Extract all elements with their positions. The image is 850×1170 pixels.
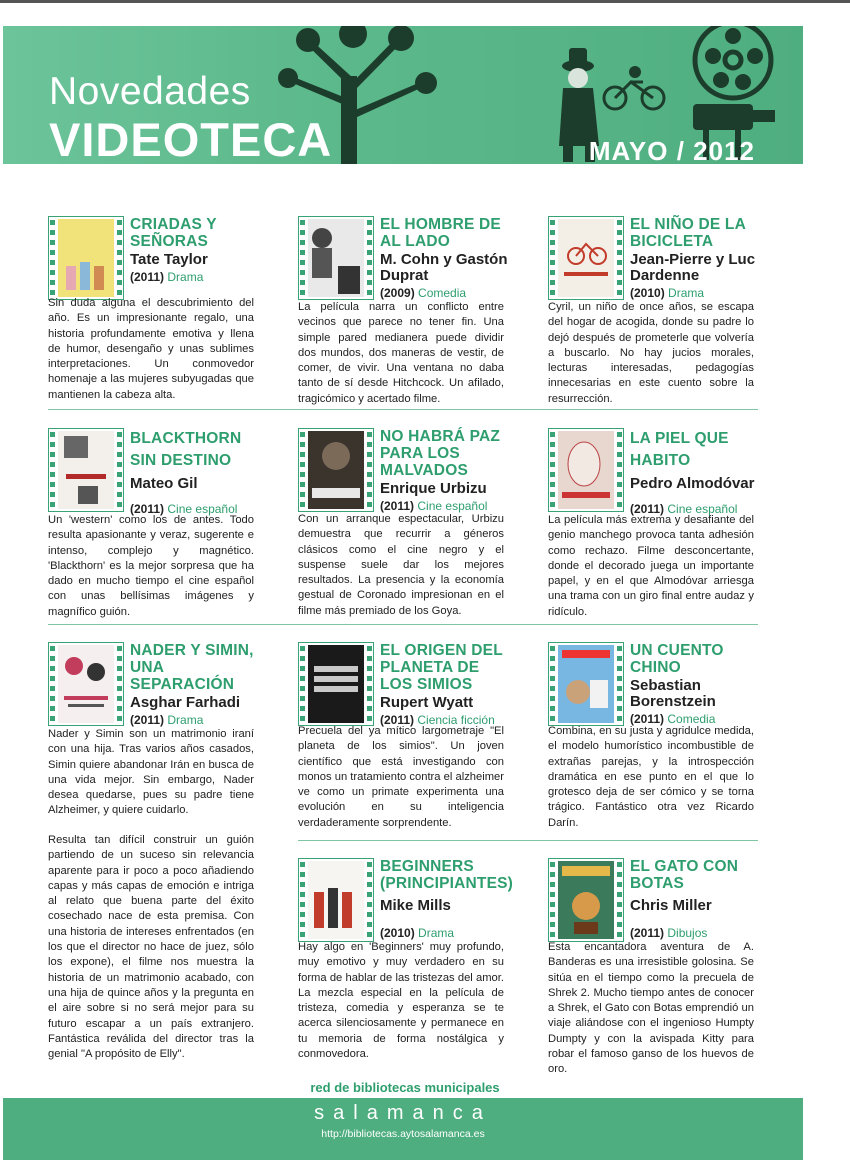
movie-director: Enrique Urbizu bbox=[380, 480, 487, 497]
page-edge bbox=[0, 0, 850, 3]
row-divider bbox=[298, 840, 758, 841]
film-strip-poster bbox=[48, 428, 124, 512]
movie-title: NADER Y SIMIN, UNA SEPARACIÓN bbox=[130, 642, 254, 693]
movie-description: Precuela del ya mítico largometraje "El planeta de los simios". Un joven científico que está investigando con monos un tratamiento contra el alzheimer ve como un primate experimenta una evolución en su inteligencia verdaderamente sorprendente. bbox=[298, 725, 504, 829]
movie-description: Sin duda alguna el descubrimiento del año. Es un impresionante regalo, una historia profundamente emotiva y llena de humor, desengaño y unas sublimes interpretaciones. Un conmovedor homenaje a las mujeres subyugadas que mantienen la cabeza alta. bbox=[48, 297, 254, 401]
movie-year: (2010) bbox=[380, 926, 415, 940]
film-strip-poster bbox=[298, 642, 374, 726]
movie-genre: Cine español bbox=[417, 499, 488, 513]
movie-genre: Cine español bbox=[167, 502, 238, 516]
movie-director: Rupert Wyatt bbox=[380, 694, 474, 711]
movie-year: (2011) bbox=[630, 926, 665, 940]
movie-year: (2011) bbox=[380, 499, 415, 513]
movie-description: La película narra un conflicto entre vecinos que parece no tener fin. Una simple pared medianera puede dividir dos mundos, dos maneras de vestir, de comer, de vivir. Una ventana no daba tanto de sí desde Hitchcock. Un afilado, tragicómico y acertado filme. bbox=[298, 301, 504, 405]
movie-year: (2011) bbox=[130, 713, 165, 727]
movie-title: BEGINNERS (PRINCIPIANTES) bbox=[380, 858, 514, 892]
movie-title: EL GATO CON BOTAS bbox=[630, 858, 739, 892]
movie-description: Con un arranque espectacular, Urbizu demuestra que recurrir a géneros clásicos como el cine negro y el suspense suele dar los mejores resultados. La presencia y la economía gestual de Coronado impresionan en el filme más premiado de los Goya. bbox=[298, 513, 504, 617]
movie-director: Asghar Farhadi bbox=[130, 694, 241, 711]
film-strip-poster bbox=[48, 216, 124, 300]
movie-description: La película más extrema y desafiante del genio manchego provoca tanta adhesión como rechazo. Filme desconcertante, donde el decorado juega un importante papel, y en el que Almodóvar arriesga una trama con un giro final entre audaz y ridículo. bbox=[548, 514, 754, 618]
movie-genre: Ciencia ficción bbox=[417, 713, 495, 727]
film-strip-poster bbox=[548, 216, 624, 300]
movie-director: Tate Taylor bbox=[130, 251, 208, 268]
movie-description: Combina, en su justa y agridulce medida, el modelo humorístico incombustible de extrañas parejas, y la introspección dramática en ese punto en el que lo grotesco deja de ser cómico y se torna trágico. Fantástico otra vez Ricardo Darín. bbox=[548, 725, 754, 829]
movie-description: Un 'western' como los de antes. Todo resulta apasionante y veraz, sugerente e intenso, complejo y magnético. 'Blackthorn' es la mejor sorpresa que ha dado en mucho tiempo el cine español con unas bellísimas imágenes y magnífico guión. bbox=[48, 514, 254, 618]
library-network: red de bibliotecas municipales bbox=[310, 1080, 500, 1095]
movie-director: Mateo Gil bbox=[130, 475, 198, 492]
movie-director: Chris Miller bbox=[630, 897, 712, 914]
movie-genre: Drama bbox=[418, 926, 455, 940]
movie-description: Cyril, un niño de once años, se escapa del hogar de acogida, donde su padre lo dejó después de prometerle que volvería a buscarlo. No hay jucios morales, lecturas interesadas, pedagogías innecesarias en este cuento sobre la resurrección. bbox=[548, 301, 754, 405]
row-divider bbox=[48, 624, 758, 625]
movie-year: (2011) bbox=[630, 502, 665, 516]
movie-genre: Comedia bbox=[667, 712, 716, 726]
movie-year: (2011) bbox=[630, 712, 665, 726]
movie-title: UN CUENTO CHINO bbox=[630, 642, 724, 676]
movie-description-continued: Resulta tan difícil construir un guión partiendo de un suceso sin relevancia aparente para ir poco a poco añadiendo capas y más capas de emoción e intriga al relato que buena parte del éxito cosechado nace de esta premisa. Con una historia de intereses enfrentados (en los que el director no hace de juez, sólo los expone), el filme nos muestra la historia de un matrimonio acabado, con una hija de quince años y la pregunta en el aire sobre si no será mejor para su futuro escapar a un país extranjero. Fantástica reválida del director tras la genial "A propósito de Elly". bbox=[48, 834, 254, 1061]
movie-title: EL ORIGEN DEL PLANETA DE LOS SIMIOS bbox=[380, 642, 503, 693]
movie-genre: Dibujos bbox=[667, 926, 708, 940]
movie-genre: Drama bbox=[668, 286, 705, 300]
movie-director: Jean-Pierre y Luc Dardenne bbox=[630, 251, 756, 284]
movie-genre: Drama bbox=[167, 270, 204, 284]
movie-title: CRIADAS Y SEÑORAS bbox=[130, 216, 217, 250]
movie-genre: Cine español bbox=[667, 502, 738, 516]
movie-year: (2011) bbox=[380, 713, 415, 727]
movie-genre: Comedia bbox=[418, 286, 467, 300]
film-strip-poster bbox=[298, 428, 374, 512]
header-subtitle: Novedades bbox=[49, 70, 251, 113]
movie-title: EL NIÑO DE LA BICICLETA bbox=[630, 216, 746, 250]
movie-director: Mike Mills bbox=[380, 897, 451, 914]
film-strip-poster bbox=[298, 858, 374, 942]
film-strip-poster bbox=[48, 642, 124, 726]
footer-banner bbox=[3, 1098, 803, 1160]
footer-city: salamanca bbox=[314, 1102, 492, 1124]
header-banner bbox=[3, 26, 803, 164]
movie-title: NO HABRÁ PAZ PARA LOS MALVADOS bbox=[380, 428, 501, 479]
movie-director: Sebastian Borenstzein bbox=[630, 677, 716, 710]
movie-title: EL HOMBRE DE AL LADO bbox=[380, 216, 501, 250]
row-divider bbox=[48, 409, 758, 410]
film-strip-poster bbox=[548, 428, 624, 512]
movie-director: M. Cohn y Gastón Duprat bbox=[380, 251, 508, 284]
movie-description: Hay algo en 'Beginners' muy profundo, muy emotivo y muy verdadero en su forma de hablar de las tristezas del amor. La mezcla especial en la película de tristeza, comedia y esperanza se te acerca silenciosamente y permanece en tu memoria de forma nostálgica y conmovedora. bbox=[298, 941, 504, 1061]
film-strip-poster bbox=[548, 858, 624, 942]
movie-title: LA PIEL QUE HABITO bbox=[630, 430, 729, 469]
movie-description: Nader y Simin son un matrimonio iraní con una hija. Tras varios años casados, Simin quiere abandonar Irán en busca de una vida mejor. Sin embargo, Nader desea quedarse, pues su padre tiene Alzheimer, y quiere cuidarlo. bbox=[48, 728, 254, 817]
film-strip-poster bbox=[548, 642, 624, 726]
movie-title: BLACKTHORN SIN DESTINO bbox=[130, 430, 242, 469]
movie-director: Pedro Almodóvar bbox=[630, 475, 755, 492]
movie-year: (2011) bbox=[130, 502, 165, 516]
movie-year: (2011) bbox=[130, 270, 165, 284]
issue-date: MAYO / 2012 bbox=[588, 136, 755, 164]
movie-genre: Drama bbox=[167, 713, 204, 727]
header-title: VIDEOTECA bbox=[49, 113, 333, 164]
movie-year: (2010) bbox=[630, 286, 665, 300]
movie-year: (2009) bbox=[380, 286, 415, 300]
movie-description: Esta encantadora aventura de A. Banderas es una irresistible golosina. Se sitúa en el tiempo como la precuela de Shrek 2. Mucho tiempo antes de conocer a Shrek, el Gato con Botas emprendió un viaje aliándose con el ingenioso Humpty Dumpty y con la avispada Kitty para robar el famoso ganso de los huevos de oro. bbox=[548, 941, 754, 1076]
film-strip-poster bbox=[298, 216, 374, 300]
footer-url[interactable]: http://bibliotecas.aytosalamanca.es bbox=[321, 1128, 485, 1140]
